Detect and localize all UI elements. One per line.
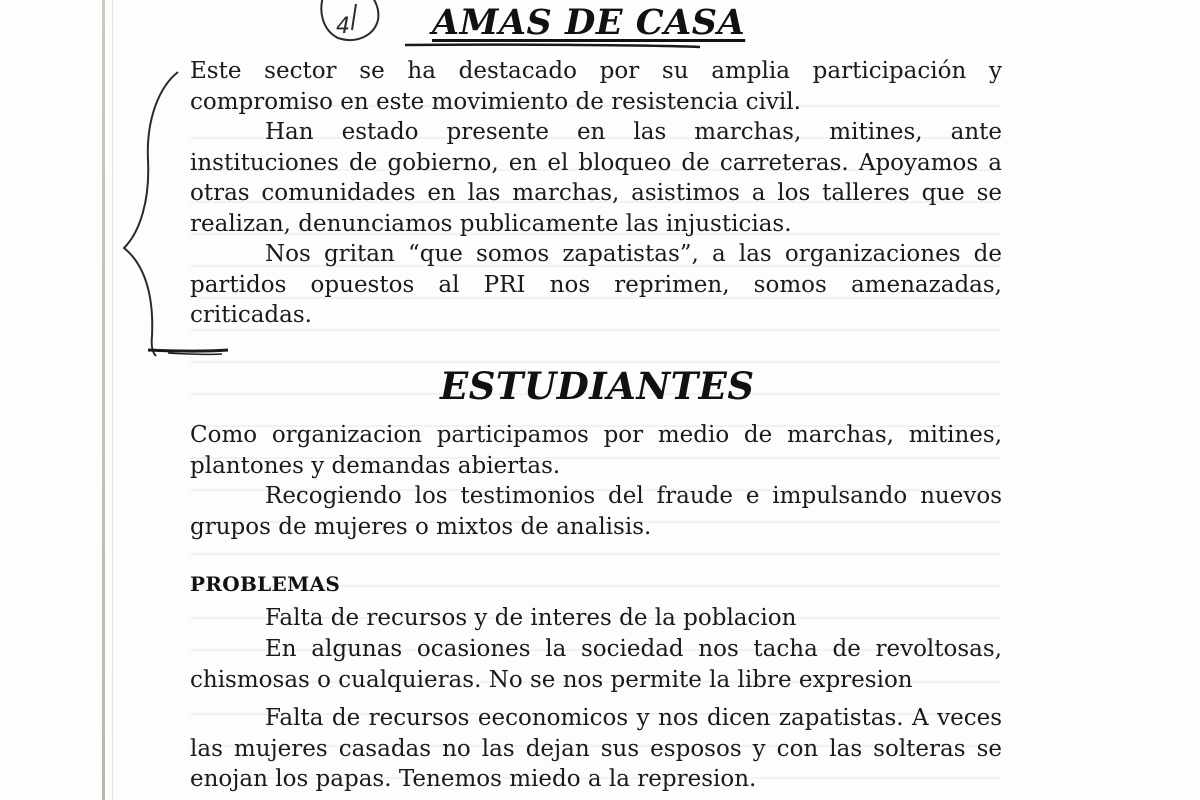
section-heading-estudiantes: ESTUDIANTES [440, 364, 755, 408]
problemas-paragraph-1: Falta de recursos y de interes de la poblacion [265, 605, 797, 631]
annotation-number: 4 [336, 14, 350, 39]
problemas-paragraph-3: Falta de recursos eeconomicos y nos dicen zapatistas. A veces las mujeres casadas no las dejan sus esposos y con las solteras se enojan los papas. Tenemos miedo a la represion. [190, 705, 1002, 792]
amas-paragraph-1: Este sector se ha destacado por su amplia participación y compromiso en este movimiento de resistencia civil. [190, 58, 1002, 115]
estudiantes-paragraph-2: Recogiendo los testimonios del fraude e impulsando nuevos grupos de mujeres o mixtos de analisis. [190, 483, 1002, 540]
circled-number-annotation [321, 0, 378, 40]
subheading-problemas: PROBLEMAS [190, 572, 341, 596]
problemas-paragraph-2: En algunas ocasiones la sociedad nos tacha de revoltosas, chismosas o cualquieras. No se nos permite la libre expresion [190, 636, 1002, 693]
amas-paragraph-2: Han estado presente en las marchas, mitines, ante instituciones de gobierno, en el bloqueo de carreteras. Apoyamos a otras comunidades en las marchas, asistimos a los talleres que se realizan, denunciamos publicamente las injusticias. [190, 119, 1002, 237]
page-edge-line-inner [112, 0, 113, 800]
page-edge-line [102, 0, 105, 800]
section-heading-amas-de-casa: AMAS DE CASA [432, 2, 746, 43]
margin-bracket [124, 72, 178, 356]
amas-paragraph-3: Nos gritan “que somos zapatistas”, a las organizaciones de partidos opuestos al PRI nos reprimen, somos amenazadas, criticadas. [190, 241, 1002, 328]
heading-underline-stroke [405, 45, 700, 47]
estudiantes-paragraph-1: Como organizacion participamos por medio de marchas, mitines, plantones y demandas abiertas. [190, 422, 1002, 479]
